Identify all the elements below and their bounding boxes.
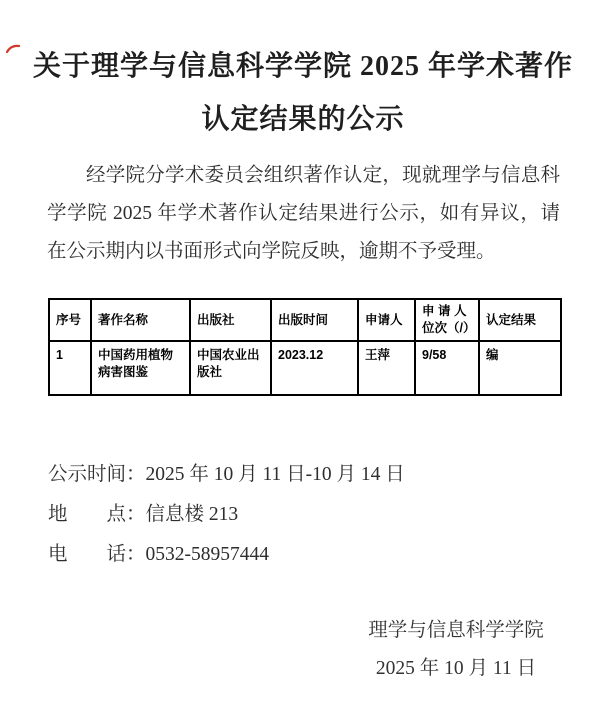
cell-publish-date: 2023.12 bbox=[271, 341, 358, 395]
table-row bbox=[49, 341, 561, 395]
location-value: 信息楼 213 bbox=[145, 504, 239, 525]
cell-applicant: 王萍 bbox=[358, 341, 415, 395]
header-work-title: 著作名称 bbox=[91, 299, 190, 341]
page-title bbox=[0, 40, 606, 146]
table-header-row bbox=[49, 299, 561, 341]
header-index: 序号 bbox=[49, 299, 91, 341]
signature-date: 2025 年 10 月 11 日 bbox=[375, 658, 537, 679]
header-publish-date: 出版时间 bbox=[271, 299, 358, 341]
header-publisher: 出版社 bbox=[190, 299, 271, 341]
cell-index: 1 bbox=[49, 341, 91, 395]
signature-name: 理学与信息科学学院 bbox=[368, 620, 544, 641]
phone-label: 电 话： bbox=[48, 544, 146, 565]
cell-publisher: 中国农业出版社 bbox=[190, 341, 271, 395]
page-title-line2: 认定结果的公示 bbox=[201, 104, 405, 135]
document-page bbox=[0, 40, 606, 720]
publicity-time-line bbox=[48, 464, 606, 486]
works-table bbox=[48, 298, 562, 396]
header-applicant-rank: 申 请 人 位次（/） bbox=[415, 299, 479, 341]
cell-applicant-rank: 9/58 bbox=[415, 341, 479, 395]
header-result: 认定结果 bbox=[479, 299, 561, 341]
cell-result: 编 bbox=[479, 341, 561, 395]
notice-paragraph: 经学院分学术委员会组织著作认定，现就理学与信息科学学院 2025 年学术著作认定结果进行公示，如有异议，请在公示期内以书面形式向学院反映，逾期不予受理。 bbox=[47, 165, 560, 262]
red-pen-mark-icon bbox=[6, 43, 20, 54]
location-label: 地 点： bbox=[48, 504, 146, 525]
info-block bbox=[48, 464, 606, 566]
publicity-time-value: 2025 年 10 月 11 日-10 月 14 日 bbox=[145, 464, 405, 485]
header-applicant: 申请人 bbox=[358, 299, 415, 341]
location-line bbox=[48, 504, 606, 526]
cell-work-title: 中国药用植物病害图鉴 bbox=[91, 341, 190, 395]
signature-block bbox=[336, 612, 576, 688]
phone-line bbox=[48, 544, 606, 566]
publicity-time-label: 公示时间： bbox=[48, 464, 146, 485]
phone-value: 0532-58957444 bbox=[145, 544, 270, 565]
page-title-line1: 关于理学与信息科学学院 2025 年学术著作 bbox=[32, 51, 573, 82]
